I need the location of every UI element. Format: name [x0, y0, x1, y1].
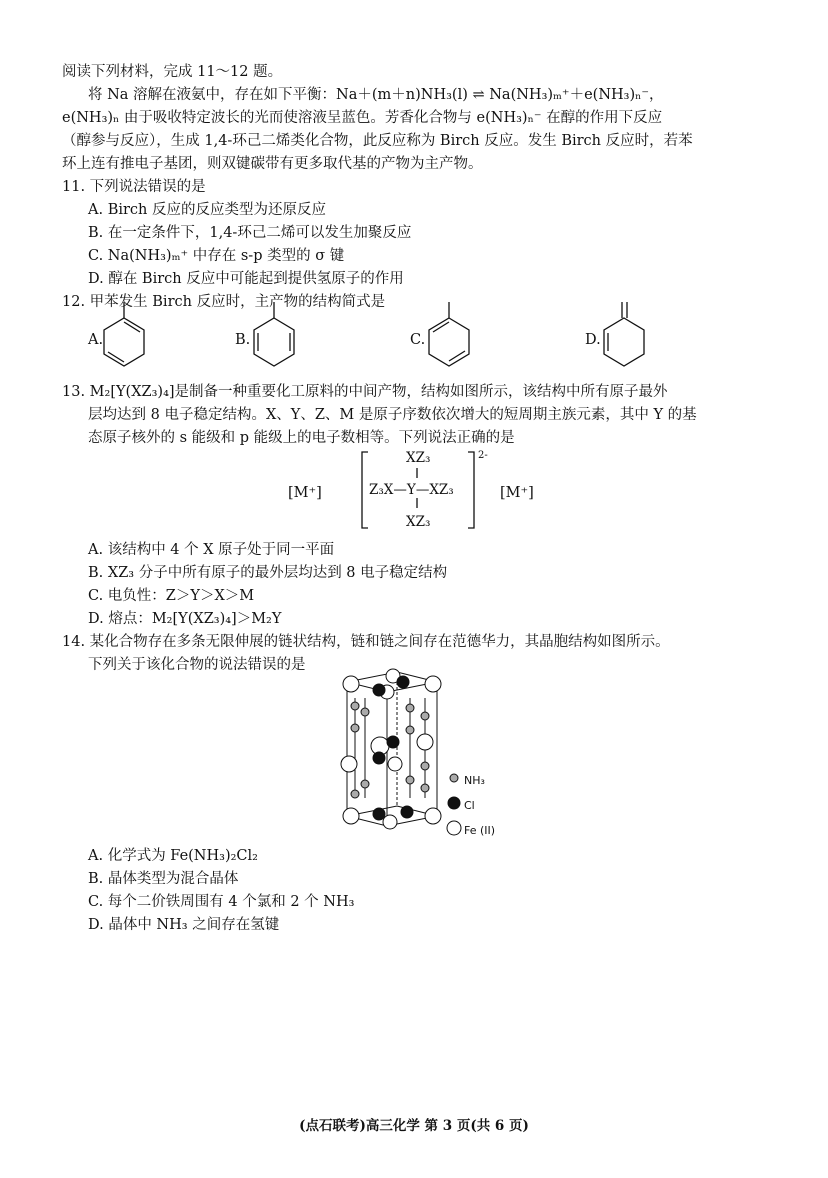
crystal-cell-diagram: [335, 668, 450, 836]
q14-option-c: C. 每个二价铁周围有 4 个氯和 2 个 NH₃: [88, 894, 355, 910]
q11-option-c: C. Na(NH₃)ₘ⁺ 中存在 s-p 类型的 σ 键: [88, 248, 345, 264]
q13-option-a: A. 该结构中 4 个 X 原子处于同一平面: [88, 542, 335, 558]
q14-option-a: A. 化学式为 Fe(NH₃)₂Cl₂: [88, 848, 258, 864]
q13-option-d: D. 熔点：M₂[Y(XZ₃)₄]＞M₂Y: [88, 611, 282, 627]
q13-stem-line: 13. M₂[Y(XZ₃)₄]是制备一种重要化工原料的中间产物，结构如图所示，该结构中所有原子最外: [62, 384, 668, 400]
q13-stem-line: 层均达到 8 电子稳定结构。X、Y、Z、M 是原子序数依次增大的短周期主族元素，其中 Y 的基: [88, 407, 697, 423]
q11-option-a: A. Birch 反应的反应类型为还原反应: [88, 202, 326, 218]
anion-middle-row: Z₃X—Y—XZ₃: [369, 482, 454, 498]
cation-left: [M⁺]: [288, 485, 322, 501]
q11-stem: 11. 下列说法错误的是: [62, 179, 206, 195]
structure-b-diagram: [250, 302, 310, 372]
legend-fe-marker: [447, 821, 461, 835]
legend-markers: [446, 772, 466, 834]
q12-label-d: D.: [585, 332, 601, 348]
structure-a-diagram: [100, 302, 160, 372]
q12-label-c: C.: [410, 332, 426, 348]
q12-label-b: B.: [235, 332, 251, 348]
q14-stem-line: 下列关于该化合物的说法错误的是: [88, 657, 306, 673]
intro-paragraph-line: （醇参与反应），生成 1,4-环己二烯类化合物，此反应称为 Birch 反应。发生 Birch 反应时，若苯: [62, 133, 693, 149]
q13-option-b: B. XZ₃ 分子中所有原子的最外层均达到 8 电子稳定结构: [88, 565, 448, 581]
legend-nh3-label: NH₃: [464, 774, 485, 787]
q12-label-a: A.: [88, 332, 104, 348]
structure-c-diagram: [425, 302, 485, 372]
anion-bottom-group: XZ₃: [406, 514, 431, 530]
q13-option-c: C. 电负性：Z＞Y＞X＞M: [88, 588, 255, 604]
q14-option-b: B. 晶体类型为混合晶体: [88, 871, 239, 887]
q11-option-b: B. 在一定条件下，1,4-环己二烯可以发生加聚反应: [88, 225, 412, 241]
structure-d-diagram: [600, 302, 660, 372]
page-footer: (点石联考)高三化学 第 3 页(共 6 页): [299, 1118, 529, 1134]
legend-cl-label: Cl: [464, 799, 475, 812]
q13-stem-line: 态原子核外的 s 能级和 p 能级上的电子数相等。下列说法正确的是: [88, 430, 515, 446]
intro-paragraph-line: 环上连有推电子基团，则双键碳带有更多取代基的产物为主产物。: [62, 156, 483, 172]
anion-top-group: XZ₃: [406, 450, 431, 466]
intro-title: 阅读下列材料，完成 11～12 题。: [62, 64, 283, 80]
intro-paragraph-line: e(NH₃)ₙ 由于吸收特定波长的光而使溶液呈蓝色。芳香化合物与 e(NH₃)ₙ⁻ 在醇的作用下反应: [62, 110, 663, 126]
q11-option-d: D. 醇在 Birch 反应中可能起到提供氢原子的作用: [88, 271, 404, 287]
legend-nh3-marker: [450, 774, 458, 782]
cation-right: [M⁺]: [500, 485, 534, 501]
q12-stem: 12. 甲苯发生 Birch 反应时，主产物的结构简式是: [62, 294, 386, 310]
q14-stem-line: 14. 某化合物存在多条无限伸展的链状结构，链和链之间存在范德华力，其晶胞结构如图所示。: [62, 634, 670, 650]
legend-cl-marker: [448, 797, 460, 809]
anion-charge: 2-: [478, 450, 488, 461]
intro-paragraph-line: 将 Na 溶解在液氨中，存在如下平衡：Na＋(m＋n)NH₃(l) ⇌ Na(NH₃)ₘ⁺＋e(NH₃)ₙ⁻，: [88, 87, 664, 103]
legend-fe-label: Fe (II): [464, 824, 496, 837]
q14-option-d: D. 晶体中 NH₃ 之间存在氢键: [88, 917, 280, 933]
